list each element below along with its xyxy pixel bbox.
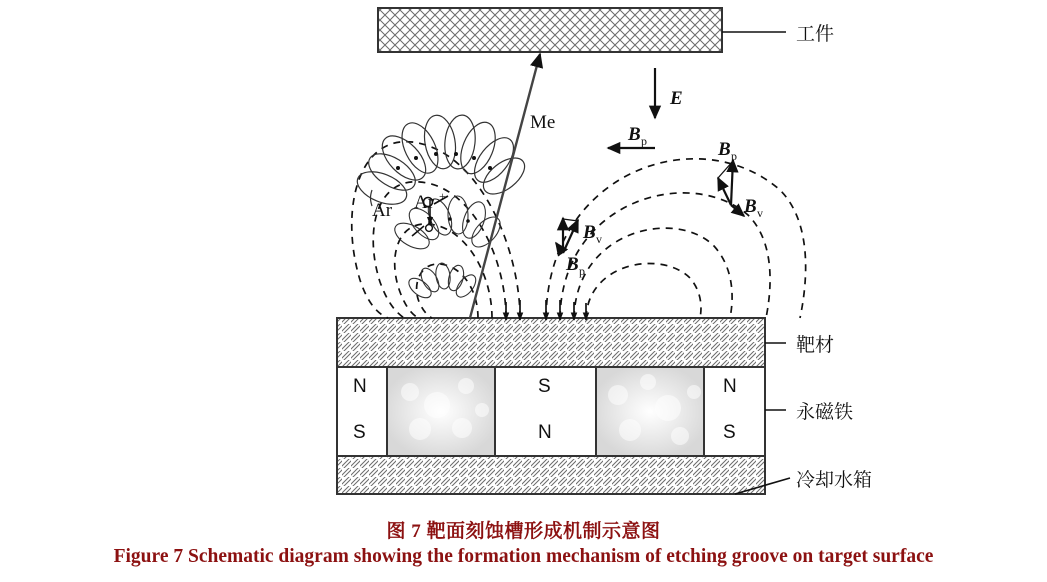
bp-label-right-sub: p <box>731 149 737 163</box>
magnet-middle-bottom-pole: N <box>538 422 552 443</box>
bv-label-inner-sub: v <box>596 232 602 246</box>
figure-caption-en: Figure 7 Schematic diagram showing the formation mechanism of etching groove on target surface <box>113 546 934 567</box>
bv-label-right-sub: v <box>757 206 763 220</box>
workpiece-label: 工件 <box>796 24 835 45</box>
magnet-label: 永磁铁 <box>796 402 854 423</box>
bp-label-right <box>717 139 737 163</box>
target-plate <box>337 318 765 367</box>
bp-label-top-sub: p <box>641 134 647 148</box>
bp-label-right-text: B <box>718 139 731 160</box>
bp-label-inner-text: B <box>566 254 579 275</box>
me-flux-arrow <box>470 54 540 318</box>
magnet-right-top-pole: N <box>723 376 737 397</box>
water-tank <box>337 456 765 494</box>
magnet-middle-top-pole: S <box>538 376 551 397</box>
vector-pair-right <box>718 160 744 216</box>
magnet-left-bottom-pole: S <box>353 422 366 443</box>
bv-label-inner <box>582 222 602 246</box>
argon-ion-superscript: + <box>439 189 446 203</box>
bv-label-right-text: B <box>744 196 757 217</box>
electric-field-label: E <box>670 88 683 109</box>
me-label: Me <box>530 112 556 133</box>
argon-ion-text: Ar <box>414 192 435 213</box>
figure-caption-cn: 图 7 靶面刻蚀槽形成机制示意图 <box>386 521 661 542</box>
magnet-left-top-pole: N <box>353 376 367 397</box>
magnet-right-bottom-pole: S <box>723 422 736 443</box>
water-tank-label-text: 冷却水箱 <box>796 470 873 491</box>
argon-neutral-label: Ar <box>372 200 393 221</box>
workpiece-bar <box>378 8 722 52</box>
target-label: 靶材 <box>796 335 835 356</box>
bp-label-inner-sub: p <box>579 264 585 278</box>
argon-ion-label <box>414 189 446 213</box>
bp-label-inner <box>565 254 585 278</box>
bp-label-top-text: B <box>628 124 641 145</box>
vector-pair-inner <box>556 218 578 253</box>
bv-label-right <box>743 196 763 220</box>
bv-label-inner-text: B <box>583 222 596 243</box>
bp-label-top <box>627 124 647 148</box>
